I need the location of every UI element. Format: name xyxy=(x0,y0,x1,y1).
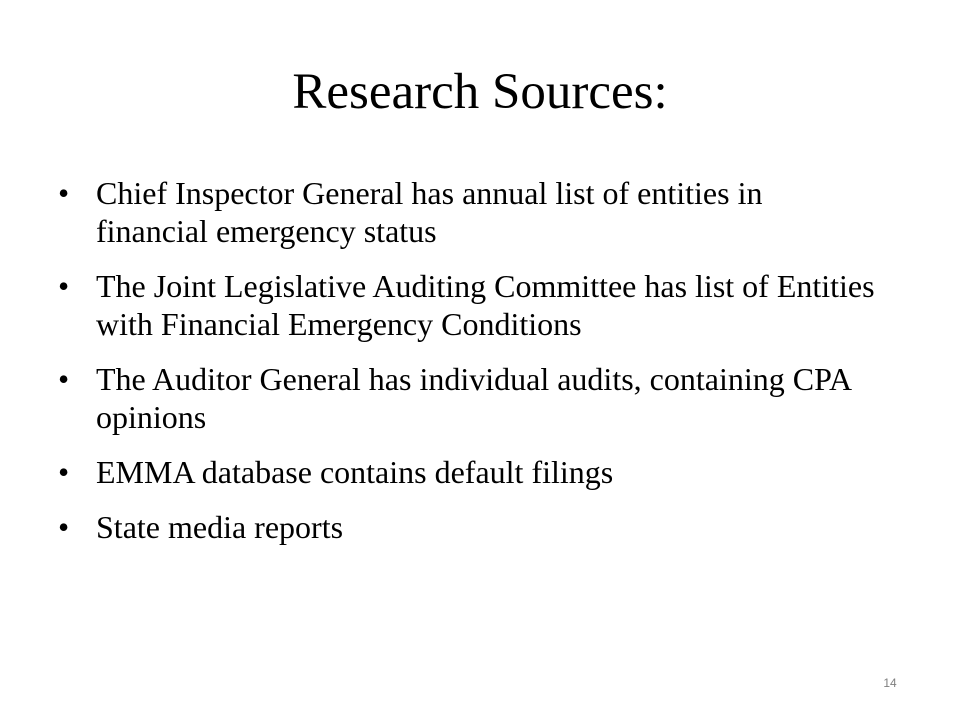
bullet-item xyxy=(58,453,878,491)
bullet-text: Chief Inspector General has annual list of entities in financial emergency status xyxy=(96,175,763,249)
bullet-text: State media reports xyxy=(96,509,344,545)
bullet-item xyxy=(58,174,878,250)
bullet-text: EMMA database contains default filings xyxy=(96,454,614,490)
bullet-list xyxy=(58,174,878,563)
bullet-icon: • xyxy=(58,509,70,545)
bullet-item xyxy=(58,360,878,436)
bullet-icon: • xyxy=(58,268,70,304)
bullet-icon: • xyxy=(58,454,70,490)
bullet-item xyxy=(58,508,878,546)
bullet-text: The Auditor General has individual audits, containing CPA opinions xyxy=(96,361,851,435)
bullet-item xyxy=(58,267,878,343)
bullet-text: The Joint Legislative Auditing Committee has list of Entities with Financial Emergency Conditions xyxy=(96,268,875,342)
bullet-icon: • xyxy=(58,361,70,397)
slide-title: Research Sources: xyxy=(292,64,668,120)
bullet-icon: • xyxy=(58,175,70,211)
page-number: 14 xyxy=(883,676,897,690)
